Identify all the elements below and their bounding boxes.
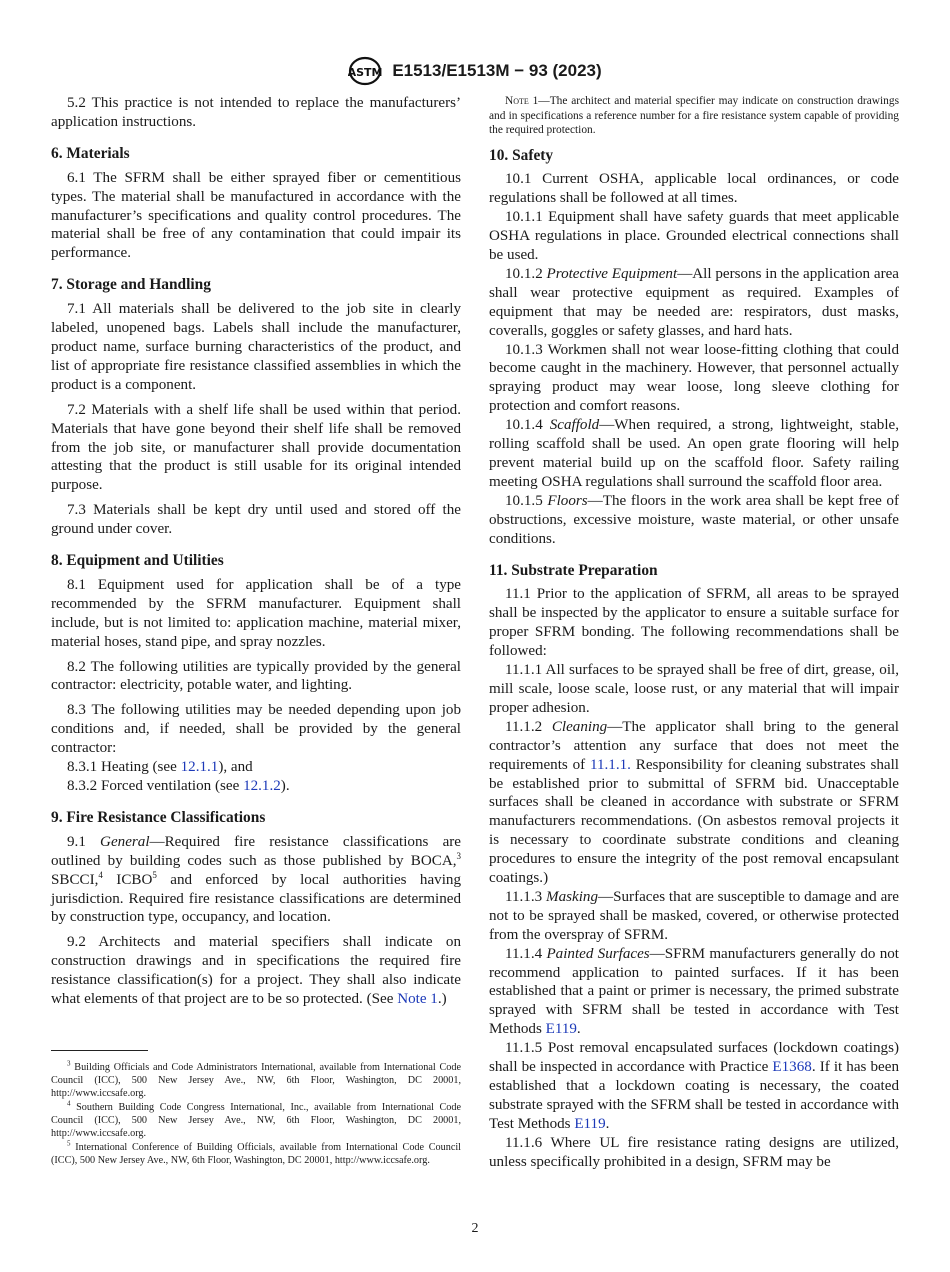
footnote-4: $^4$ Southern Building Code Congress International, Inc., available from International Code Council (ICC), 500 New Jersey Ave., NW, 6th Floor, Washington, DC 20001, http://www.iccsafe.org. bbox=[51, 1099, 462, 1139]
paragraph-6-1: 6.1 The SFRM shall be either sprayed fiber or cementitious types. The material shall be manufactured in accordance with the manufacturer’s specifications and quality control procedures. The material shall be free of any contamination that could impair its performance. bbox=[51, 169, 461, 262]
right-column bbox=[489, 94, 899, 1172]
paragraph-10-1-1: 10.1.1 Equipment shall have safety guards that meet applicable OSHA regulations in place. Grounded electrical connections shall be used. bbox=[489, 209, 899, 264]
paragraph-11-1-6: 11.1.6 Where UL fire resistance rating designs are utilized, unless specifically prohibited in a design, SFRM may be bbox=[489, 1134, 899, 1170]
footnote-divider bbox=[51, 1050, 148, 1051]
paragraph-9-1: 9.1 General—Required fire resistance classifications are outlined by building codes such as those published by BOCA,$^3$ SBCCI,$^4$ ICBO$^5$ and enforced by local authorities having jurisdiction. Required fire resistance classifications are determined by construction type, occupancy, and location. bbox=[51, 833, 461, 926]
document-code: E1513/E1513M − 93 (2023) bbox=[392, 61, 602, 80]
paragraph-11-1-3: 11.1.3 Masking—Surfaces that are susceptible to damage and are not to be sprayed shall be masked, covered, or otherwise protected from the overspray of SFRM. bbox=[489, 888, 899, 943]
footnote-5: $^5$ International Conference of Building Officials, available from International Code Council (ICC), 500 New Jersey Ave., NW, 6th Floor, Washington, DC 20001, http://www.iccsafe.org. bbox=[51, 1139, 461, 1166]
paragraph-8-1: 8.1 Equipment used for application shall be of a type recommended by the SFRM manufacturer. Equipment shall include, but is not limited to: application machine, material mixer, material hoses, stand pipe, and spray nozzles. bbox=[51, 576, 461, 650]
paragraph-8-2: 8.2 The following utilities are typically provided by the general contractor: electricity, potable water, and lighting. bbox=[51, 658, 461, 694]
paragraph-11-1-2: 11.1.2 Cleaning—The applicator shall bring to the general contractor’s attention any surface that does not meet the requirements of 11.1.1. Responsibility for cleaning substrates shall be established prior to submittal of SFRM bid. Unacceptable surfaces shall be cleaned in accordance with substrate or SFRM manufacturers recommendations. (On asbestos removal projects it is necessary to coordinate substrate conditions and cleaning procedures to ensure the integrity of the post removal encapsulant coatings.) bbox=[489, 718, 899, 887]
paragraph-11-1-1: 11.1.1 All surfaces to be sprayed shall be free of dirt, grease, oil, mill scale, loose scale, loose rust, or any material that will impair proper adhesion. bbox=[489, 662, 899, 716]
link-12-1-1[interactable]: 12.1.1 bbox=[180, 759, 219, 776]
section-heading-9: 9. Fire Resistance Classifications bbox=[51, 808, 266, 826]
link-12-1-2[interactable]: 12.1.2 bbox=[243, 778, 281, 794]
paragraph-7-3: 7.3 Materials shall be kept dry until used and stored off the ground under cover. bbox=[51, 502, 461, 538]
paragraph-10-1-3: 10.1.3 Workmen shall not wear loose-fitting clothing that could become caught in the machinery. However, that personnel actually spraying product may wear loose, long sleeve clothing for protection and comfort reasons. bbox=[489, 341, 899, 415]
section-heading-7: 7. Storage and Handling bbox=[51, 276, 211, 294]
link-11-1-1[interactable]: 11.1.1. bbox=[590, 756, 631, 773]
note-1: Note 1—The architect and material specifier may indicate on construction drawings and in specifications a reference number for a fire resistance system capable of providing the required protection. bbox=[489, 95, 899, 136]
section-heading-10: 10. Safety bbox=[489, 146, 554, 164]
paragraph-5-2: 5.2 This practice is not intended to replace the manufacturers’ application instructions. bbox=[51, 95, 461, 130]
paragraph-10-1-2: 10.1.2 Protective Equipment—All persons in the application area shall wear protective equipment as required. Examples of equipment that may be needed are: respirators, dust masks, coveralls, goggles or safety glasses, and hard hats. bbox=[489, 265, 899, 339]
page-number: 2 bbox=[471, 1221, 479, 1236]
link-e119[interactable]: E119 bbox=[574, 1115, 606, 1132]
svg-text:ASTM: ASTM bbox=[348, 66, 383, 79]
paragraph-8-3-1: 8.3.1 Heating (see 12.1.1), and bbox=[67, 759, 253, 776]
link-note-1[interactable]: Note 1 bbox=[397, 991, 438, 1008]
section-heading-8: 8. Equipment and Utilities bbox=[51, 552, 224, 570]
paragraph-11-1-5: 11.1.5 Post removal encapsulated surfaces (lockdown coatings) shall be inspected in accordance with Practice E1368. If it has been established that a lockdown coating is necessary, the coated substrate sprayed with the SFRM shall be tested in accordance with Test Methods E119. bbox=[489, 1040, 899, 1132]
paragraph-11-1-4: 11.1.4 Painted Surfaces—SFRM manufacturers generally do not recommend application to painted surfaces. If it has been established that a paint or primer is necessary, the primed substrate sprayed with SFRM shall be tested in accordance with Test Methods E119. bbox=[489, 945, 900, 1038]
link-e119[interactable]: E119 bbox=[545, 1021, 577, 1038]
section-heading-6: 6. Materials bbox=[51, 144, 130, 162]
paragraph-7-1: 7.1 All materials shall be delivered to the job site in clearly labeled, unopened bags. Labels shall include the manufacturer, product name, surface burning characteristics of the product, and list of appropriate fire resistance classified assemblies in which the product is a component. bbox=[51, 301, 461, 393]
paragraph-8-3: 8.3 The following utilities may be needed depending upon job conditions and, if needed, shall be provided by the general contractor: bbox=[51, 702, 461, 757]
astm-logo-icon bbox=[348, 56, 382, 86]
paragraph-7-2: 7.2 Materials with a shelf life shall be used within that period. Materials that have gone beyond their shelf life shall be removed from the job site, or manufacturer shall provide documentation attesting that the product is still usable for its original intended purpose. bbox=[51, 401, 461, 494]
left-column bbox=[51, 94, 461, 1009]
page-header bbox=[0, 56, 950, 86]
footnote-3: $^3$ Building Officials and Code Administrators International, available from International Code Council (ICC), 500 New Jersey Ave., NW, 6th Floor, Washington, DC 20001, http://www.iccsafe.org. bbox=[51, 1059, 462, 1099]
paragraph-10-1: 10.1 Current OSHA, applicable local ordinances, or code regulations shall be followed at all times. bbox=[489, 171, 899, 207]
paragraph-10-1-4: 10.1.4 Scaffold—When required, a strong, lightweight, stable, rolling scaffold shall be used. An open grate flooring will help prevent material build up on the scaffold floor. Safety railing meeting OSHA regulations shall surround the scaffold floor area. bbox=[489, 417, 899, 490]
footnotes bbox=[51, 1061, 461, 1168]
link-e1368[interactable]: E1368 bbox=[772, 1059, 812, 1076]
paragraph-8-3-2: 8.3.2 Forced ventilation (see 12.1.2). bbox=[67, 778, 290, 794]
paragraph-11-1: 11.1 Prior to the application of SFRM, all areas to be sprayed shall be inspected by the applicator to ensure a suitable surface for proper SFRM bonding. The following recommendations shall be followed: bbox=[489, 586, 899, 660]
paragraph-9-2: 9.2 Architects and material specifiers shall indicate on construction drawings and in specifications the required fire resistance classification(s) for a project. They shall also indicate what elements of that project are to be so protected. (See Note 1.) bbox=[51, 934, 461, 1008]
section-heading-11: 11. Substrate Preparation bbox=[489, 561, 658, 579]
paragraph-10-1-5: 10.1.5 Floors—The floors in the work area shall be kept free of obstructions, excessive moisture, waste material, or other unsafe conditions. bbox=[489, 492, 899, 547]
